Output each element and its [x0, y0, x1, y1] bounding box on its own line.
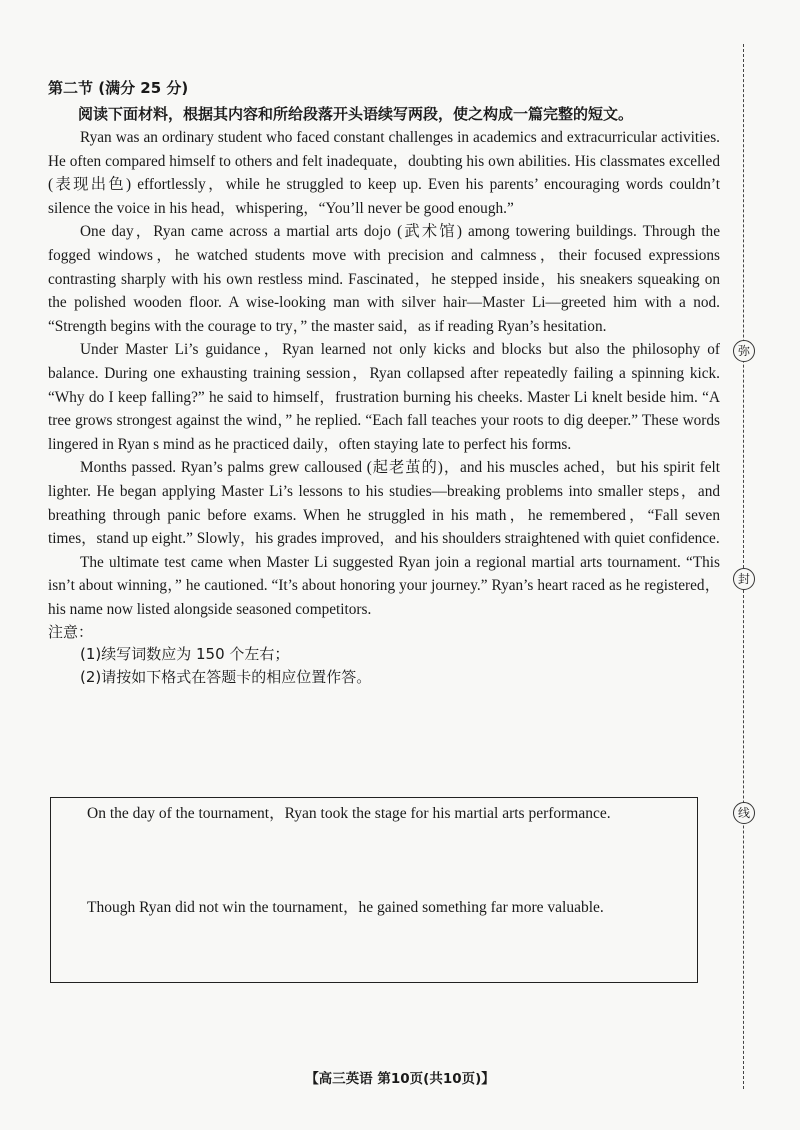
- binding-mark-feng: 封: [733, 568, 755, 590]
- paragraph-prompt-1: On the day of the tournament，Ryan took the stage for his martial arts performance.: [87, 805, 611, 822]
- section-title: 第二节 (满分 25 分): [48, 79, 189, 97]
- passage-paragraph-3: Under Master Li’s guidance，Ryan learned not only kicks and blocks but also the philosophy of balance. During one exhausting training session，Ryan collapsed after repeatedly failing a spinning kick. “Why do I keep falling?” he said to himself，frustration burning his cheeks. Master Li knelt beside him. “A tree grows strongest against the wind，” he replied. “Each fall teaches your roots to dig deeper.” These words lingered in Ryan s mind as he practiced daily，often staying late to perfect his forms.: [48, 341, 720, 453]
- binding-mark-mi: 弥: [733, 340, 755, 362]
- page-footer: 【高三英语 第10页(共10页)】: [305, 1071, 495, 1087]
- passage-paragraph-5: The ultimate test came when Master Li suggested Ryan join a regional martial arts tournament. “This isn’t about winning，” he cautioned. “It’s about honoring your journey.” Ryan’s heart raced as he registered，his name now listed alongside seasoned competitors.: [48, 553, 720, 618]
- paragraph-prompt-2: Though Ryan did not win the tournament，he gained something far more valuable.: [87, 899, 604, 916]
- note-item-2: (2)请按如下格式在答题卡的相应位置作答。: [80, 668, 372, 687]
- binding-mark-xian: 线: [733, 802, 755, 824]
- notes-title: 注意：: [48, 623, 94, 642]
- passage-paragraph-4: Months passed. Ryan’s palms grew calloused (起老茧的)，and his muscles ached，but his spirit felt lighter. He began applying Master Li’s lessons to his studies—breaking problems into smaller steps，and breathing through panic before exams. When he struggled in his math，he remembered，“Fall seven times，stand up eight.” Slowly，his grades improved，and his shoulders straightened with quiet confidence.: [48, 459, 720, 548]
- binding-dashed-line: [743, 44, 744, 1089]
- passage-paragraph-2: One day，Ryan came across a martial arts dojo (武术馆) among towering buildings. Through the fogged windows，he watched students move with precision and calmness，their focused expressions contrasting sharply with his own restless mind. Fascinated，he stepped inside，his sneakers squeaking on the polished wooden floor. A wise-looking man with silver hair—Master Li—greeted him with a nod. “Strength begins with the courage to try，” the master said，as if reading Ryan’s hesitation.: [48, 223, 720, 335]
- passage-paragraph-1: Ryan was an ordinary student who faced constant challenges in academics and extracurricular activities. He often compared himself to others and felt inadequate，doubting his own abilities. His classmates excelled (表现出色) effortlessly，while he struggled to keep up. Even his parents’ encouraging words couldn’t silence the voice in his head，whispering，“You’ll never be good enough.”: [48, 129, 720, 217]
- section-instruction: 阅读下面材料，根据其内容和所给段落开头语续写两段，使之构成一篇完整的短文。: [78, 105, 634, 123]
- answer-box: [50, 797, 698, 983]
- note-item-1: (1)续写词数应为 150 个左右；: [80, 645, 290, 664]
- exam-page: [48, 74, 720, 689]
